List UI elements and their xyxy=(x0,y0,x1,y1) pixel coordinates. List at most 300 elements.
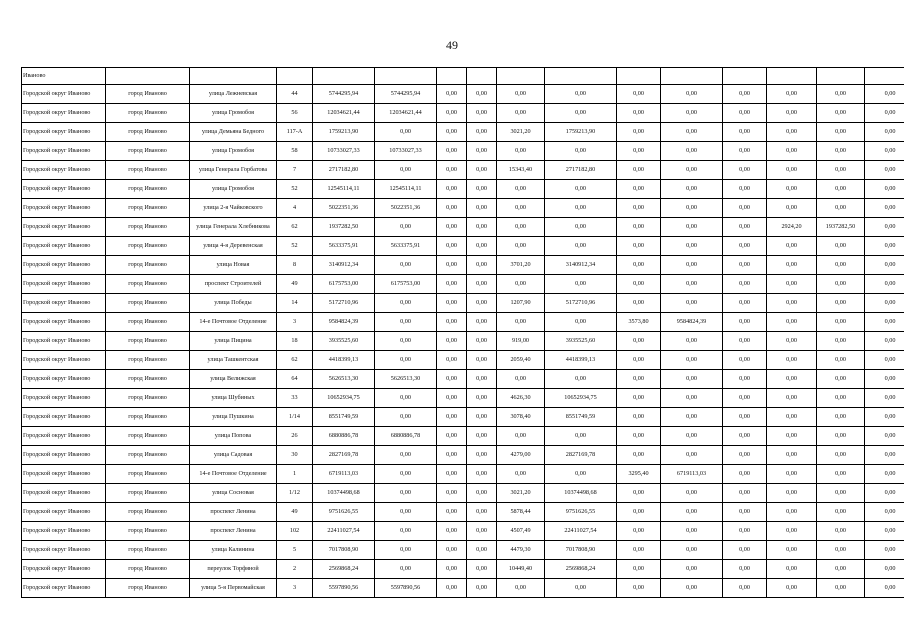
cell-cost-1: 5172710,96 xyxy=(545,294,617,313)
cell-volume-1: 3021,20 xyxy=(497,484,545,503)
cell-cost-2: 0,00 xyxy=(661,142,723,161)
cell-volume-2: 0,00 xyxy=(617,351,661,370)
cell-cost-c: 0,00 xyxy=(467,256,497,275)
cell-volume-3: 0,00 xyxy=(767,199,817,218)
cell-volume-1: 0,00 xyxy=(497,465,545,484)
cell-volume-2: 0,00 xyxy=(617,332,661,351)
cell-cost-e: 0,00 xyxy=(865,256,904,275)
cell-street: 14-е Почтовое Отделение xyxy=(190,465,277,484)
cell-street: улица Сосновая xyxy=(190,484,277,503)
cell-cost-2: 0,00 xyxy=(661,351,723,370)
cell-volume-3: 0,00 xyxy=(767,351,817,370)
cell-volume-1: 15343,40 xyxy=(497,161,545,180)
cell-cost-d: 0,00 xyxy=(723,351,767,370)
cell-cost-1 xyxy=(545,68,617,85)
cell-cost-2: 0,00 xyxy=(661,579,723,598)
cell-cost-d: 0,00 xyxy=(723,579,767,598)
cell-settlement: город Иваново xyxy=(106,522,190,541)
cell-street: улица Пицина xyxy=(190,332,277,351)
cell-house-number: 4 xyxy=(277,199,313,218)
cell-cost-1: 0,00 xyxy=(545,237,617,256)
cell-volume-2: 0,00 xyxy=(617,446,661,465)
cell-cost-e: 0,00 xyxy=(865,503,904,522)
cell-total-cost: 6719113,03 xyxy=(313,465,375,484)
cell-cost-3: 0,00 xyxy=(817,503,865,522)
cell-settlement: город Иваново xyxy=(106,465,190,484)
cell-cost-d: 0,00 xyxy=(723,313,767,332)
cell-cost-2: 0,00 xyxy=(661,237,723,256)
cell-cost-3: 0,00 xyxy=(817,408,865,427)
cell-cost-e: 0,00 xyxy=(865,294,904,313)
cell-cost-2: 0,00 xyxy=(661,104,723,123)
cell-street: улица Генерала Горбатова xyxy=(190,161,277,180)
cell-total-cost: 5626513,30 xyxy=(313,370,375,389)
cell-cost-2: 0,00 xyxy=(661,560,723,579)
cell-volume-3: 0,00 xyxy=(767,579,817,598)
cell-volume-1: 4279,00 xyxy=(497,446,545,465)
cell-cost-1: 9751626,55 xyxy=(545,503,617,522)
table-row xyxy=(22,522,904,541)
cell-street xyxy=(190,68,277,85)
cell-total-cost: 9751626,55 xyxy=(313,503,375,522)
cell-volume-2: 0,00 xyxy=(617,104,661,123)
cell-cost-a: 0,00 xyxy=(375,161,437,180)
cell-volume-1: 3701,20 xyxy=(497,256,545,275)
cell-house-number: 26 xyxy=(277,427,313,446)
cell-cost-d: 0,00 xyxy=(723,294,767,313)
cell-volume-2: 0,00 xyxy=(617,522,661,541)
cell-cost-d: 0,00 xyxy=(723,560,767,579)
cell-volume-1: 0,00 xyxy=(497,142,545,161)
cell-house-number: 33 xyxy=(277,389,313,408)
cell-cost-e: 0,00 xyxy=(865,85,904,104)
cell-total-cost: 1759213,90 xyxy=(313,123,375,142)
cell-volume-3: 0,00 xyxy=(767,104,817,123)
cell-cost-d: 0,00 xyxy=(723,503,767,522)
cell-house-number: 1 xyxy=(277,465,313,484)
cell-volume-3: 0,00 xyxy=(767,142,817,161)
cell-street: улица Шубиных xyxy=(190,389,277,408)
cell-cost-3: 0,00 xyxy=(817,484,865,503)
cell-cost-c: 0,00 xyxy=(467,465,497,484)
cell-settlement: город Иваново xyxy=(106,560,190,579)
cell-volume-2: 0,00 xyxy=(617,541,661,560)
cell-house-number xyxy=(277,68,313,85)
table-row xyxy=(22,370,904,389)
cell-cost-3: 0,00 xyxy=(817,351,865,370)
cell-cost-1: 7017808,90 xyxy=(545,541,617,560)
cell-cost-a: 0,00 xyxy=(375,294,437,313)
cell-volume-3: 0,00 xyxy=(767,522,817,541)
cell-cost-c: 0,00 xyxy=(467,294,497,313)
cell-cost-b xyxy=(437,68,467,85)
cell-volume-3: 0,00 xyxy=(767,503,817,522)
cell-cost-a: 5626513,30 xyxy=(375,370,437,389)
cell-total-cost: 5597890,56 xyxy=(313,579,375,598)
cell-volume-3: 0,00 xyxy=(767,161,817,180)
cell-street: проспект Ленина xyxy=(190,503,277,522)
cell-cost-c: 0,00 xyxy=(467,370,497,389)
cell-settlement: город Иваново xyxy=(106,123,190,142)
table-row xyxy=(22,465,904,484)
cell-municipality: Городской округ Иваново xyxy=(22,389,106,408)
cell-cost-a: 0,00 xyxy=(375,465,437,484)
cell-street: улица Попова xyxy=(190,427,277,446)
cell-house-number: 2 xyxy=(277,560,313,579)
cell-cost-d: 0,00 xyxy=(723,275,767,294)
cell-total-cost: 22411027,54 xyxy=(313,522,375,541)
cell-house-number: 3 xyxy=(277,579,313,598)
cell-cost-d: 0,00 xyxy=(723,389,767,408)
cell-cost-1: 0,00 xyxy=(545,275,617,294)
cell-cost-1: 0,00 xyxy=(545,142,617,161)
cell-municipality: Городской округ Иваново xyxy=(22,522,106,541)
table-row xyxy=(22,351,904,370)
cell-volume-3: 0,00 xyxy=(767,541,817,560)
cell-cost-e: 0,00 xyxy=(865,484,904,503)
cell-cost-3: 0,00 xyxy=(817,522,865,541)
cell-volume-2: 3295,40 xyxy=(617,465,661,484)
cell-municipality: Городской округ Иваново xyxy=(22,446,106,465)
cell-street: улица Громобоя xyxy=(190,142,277,161)
cell-total-cost: 2569868,24 xyxy=(313,560,375,579)
cell-cost-3: 0,00 xyxy=(817,579,865,598)
cell-cost-d: 0,00 xyxy=(723,465,767,484)
cell-cost-3: 0,00 xyxy=(817,85,865,104)
cell-cost-e: 0,00 xyxy=(865,427,904,446)
cell-municipality: Городской округ Иваново xyxy=(22,427,106,446)
cell-cost-a: 0,00 xyxy=(375,446,437,465)
cell-cost-1: 10652934,75 xyxy=(545,389,617,408)
cell-volume-2: 0,00 xyxy=(617,218,661,237)
table-row xyxy=(22,294,904,313)
cell-volume-1: 4626,30 xyxy=(497,389,545,408)
cell-cost-1: 3935525,60 xyxy=(545,332,617,351)
cell-cost-c: 0,00 xyxy=(467,427,497,446)
cell-cost-2: 0,00 xyxy=(661,123,723,142)
cell-cost-1: 4418399,13 xyxy=(545,351,617,370)
cell-cost-c: 0,00 xyxy=(467,503,497,522)
cell-cost-a: 0,00 xyxy=(375,522,437,541)
cell-cost-e: 0,00 xyxy=(865,313,904,332)
cell-volume-3: 0,00 xyxy=(767,294,817,313)
cell-cost-1: 8551749,59 xyxy=(545,408,617,427)
cell-street: проспект Строителей xyxy=(190,275,277,294)
cell-cost-b: 0,00 xyxy=(437,104,467,123)
cell-total-cost: 5022351,36 xyxy=(313,199,375,218)
cell-house-number: 14 xyxy=(277,294,313,313)
cell-volume-2: 0,00 xyxy=(617,503,661,522)
cell-cost-c: 0,00 xyxy=(467,351,497,370)
cell-cost-a: 5597890,56 xyxy=(375,579,437,598)
cell-volume-1: 0,00 xyxy=(497,275,545,294)
cell-settlement: город Иваново xyxy=(106,294,190,313)
cell-cost-1: 22411027,54 xyxy=(545,522,617,541)
cell-cost-d: 0,00 xyxy=(723,104,767,123)
cell-cost-d: 0,00 xyxy=(723,85,767,104)
cell-volume-1: 3078,40 xyxy=(497,408,545,427)
cell-volume-3: 0,00 xyxy=(767,275,817,294)
cell-cost-a: 5633375,91 xyxy=(375,237,437,256)
cell-house-number: 8 xyxy=(277,256,313,275)
cell-volume-3: 0,00 xyxy=(767,427,817,446)
cell-volume-2: 0,00 xyxy=(617,427,661,446)
cell-cost-d xyxy=(723,68,767,85)
cell-cost-c: 0,00 xyxy=(467,389,497,408)
cell-cost-b: 0,00 xyxy=(437,180,467,199)
cell-cost-c: 0,00 xyxy=(467,180,497,199)
cell-street: улица Калинина xyxy=(190,541,277,560)
cell-volume-3: 0,00 xyxy=(767,313,817,332)
cell-street: 14-е Почтовое Отделение xyxy=(190,313,277,332)
table-row xyxy=(22,579,904,598)
cell-cost-3: 0,00 xyxy=(817,142,865,161)
table-row xyxy=(22,560,904,579)
cell-cost-b: 0,00 xyxy=(437,427,467,446)
cell-municipality: Городской округ Иваново xyxy=(22,465,106,484)
cell-volume-3: 0,00 xyxy=(767,256,817,275)
cell-settlement: город Иваново xyxy=(106,275,190,294)
cell-cost-e xyxy=(865,68,904,85)
cell-municipality: Городской округ Иваново xyxy=(22,351,106,370)
cell-cost-c: 0,00 xyxy=(467,123,497,142)
cell-cost-c: 0,00 xyxy=(467,408,497,427)
cell-street: улица Велижская xyxy=(190,370,277,389)
cell-street: улица 2-я Чайковского xyxy=(190,199,277,218)
cell-volume-1: 0,00 xyxy=(497,579,545,598)
cell-volume-2: 0,00 xyxy=(617,123,661,142)
table-row xyxy=(22,313,904,332)
cell-cost-1: 0,00 xyxy=(545,104,617,123)
cell-total-cost: 3140912,34 xyxy=(313,256,375,275)
cell-cost-b: 0,00 xyxy=(437,294,467,313)
cell-cost-d: 0,00 xyxy=(723,218,767,237)
table-row xyxy=(22,503,904,522)
cell-cost-d: 0,00 xyxy=(723,522,767,541)
cell-total-cost: 6880886,78 xyxy=(313,427,375,446)
cell-street: улица Громобоя xyxy=(190,104,277,123)
cell-cost-a: 0,00 xyxy=(375,484,437,503)
table-row xyxy=(22,389,904,408)
cell-volume-1: 0,00 xyxy=(497,237,545,256)
table-row xyxy=(22,275,904,294)
cell-settlement: город Иваново xyxy=(106,237,190,256)
repair-registry-table xyxy=(21,67,904,598)
cell-cost-3: 0,00 xyxy=(817,104,865,123)
cell-total-cost: 10652934,75 xyxy=(313,389,375,408)
cell-street: улица Новая xyxy=(190,256,277,275)
cell-cost-c: 0,00 xyxy=(467,522,497,541)
cell-house-number: 62 xyxy=(277,351,313,370)
cell-cost-1: 0,00 xyxy=(545,180,617,199)
cell-cost-2: 0,00 xyxy=(661,522,723,541)
cell-cost-c: 0,00 xyxy=(467,199,497,218)
cell-house-number: 1/12 xyxy=(277,484,313,503)
cell-cost-e: 0,00 xyxy=(865,142,904,161)
cell-street: проспект Ленина xyxy=(190,522,277,541)
cell-street: улица Садовая xyxy=(190,446,277,465)
cell-settlement: город Иваново xyxy=(106,427,190,446)
cell-cost-d: 0,00 xyxy=(723,446,767,465)
cell-total-cost: 12545114,11 xyxy=(313,180,375,199)
cell-cost-b: 0,00 xyxy=(437,256,467,275)
cell-cost-e: 0,00 xyxy=(865,237,904,256)
cell-cost-e: 0,00 xyxy=(865,161,904,180)
cell-settlement: город Иваново xyxy=(106,370,190,389)
table-row xyxy=(22,104,904,123)
cell-total-cost: 5172710,96 xyxy=(313,294,375,313)
cell-cost-d: 0,00 xyxy=(723,180,767,199)
cell-cost-b: 0,00 xyxy=(437,85,467,104)
cell-house-number: 18 xyxy=(277,332,313,351)
cell-cost-3: 0,00 xyxy=(817,275,865,294)
cell-cost-e: 0,00 xyxy=(865,104,904,123)
cell-cost-2: 0,00 xyxy=(661,370,723,389)
cell-settlement: город Иваново xyxy=(106,446,190,465)
cell-cost-2: 0,00 xyxy=(661,161,723,180)
cell-municipality: Иваново xyxy=(22,68,106,85)
cell-cost-c: 0,00 xyxy=(467,104,497,123)
cell-cost-b: 0,00 xyxy=(437,446,467,465)
cell-volume-1 xyxy=(497,68,545,85)
cell-cost-3: 0,00 xyxy=(817,465,865,484)
cell-cost-2: 6719113,03 xyxy=(661,465,723,484)
cell-cost-1: 0,00 xyxy=(545,313,617,332)
cell-cost-c: 0,00 xyxy=(467,484,497,503)
cell-street: улица Демьяна Бедного xyxy=(190,123,277,142)
cell-municipality: Городской округ Иваново xyxy=(22,560,106,579)
cell-cost-1: 10374498,68 xyxy=(545,484,617,503)
cell-house-number: 58 xyxy=(277,142,313,161)
cell-volume-1: 0,00 xyxy=(497,218,545,237)
cell-municipality: Городской округ Иваново xyxy=(22,218,106,237)
cell-cost-1: 0,00 xyxy=(545,579,617,598)
cell-house-number: 56 xyxy=(277,104,313,123)
cell-volume-1: 0,00 xyxy=(497,313,545,332)
cell-volume-3: 2924,20 xyxy=(767,218,817,237)
cell-cost-d: 0,00 xyxy=(723,408,767,427)
cell-volume-1: 1207,90 xyxy=(497,294,545,313)
cell-cost-b: 0,00 xyxy=(437,313,467,332)
cell-volume-2: 0,00 xyxy=(617,408,661,427)
cell-cost-a: 10733027,33 xyxy=(375,142,437,161)
cell-cost-2 xyxy=(661,68,723,85)
cell-volume-3: 0,00 xyxy=(767,332,817,351)
cell-house-number: 102 xyxy=(277,522,313,541)
cell-cost-e: 0,00 xyxy=(865,522,904,541)
cell-municipality: Городской округ Иваново xyxy=(22,579,106,598)
table-row xyxy=(22,427,904,446)
cell-cost-d: 0,00 xyxy=(723,256,767,275)
cell-municipality: Городской округ Иваново xyxy=(22,541,106,560)
cell-cost-e: 0,00 xyxy=(865,370,904,389)
cell-municipality: Городской округ Иваново xyxy=(22,123,106,142)
cell-settlement: город Иваново xyxy=(106,332,190,351)
cell-settlement: город Иваново xyxy=(106,313,190,332)
cell-total-cost: 6175753,00 xyxy=(313,275,375,294)
cell-cost-b: 0,00 xyxy=(437,522,467,541)
cell-cost-2: 0,00 xyxy=(661,294,723,313)
cell-volume-2: 0,00 xyxy=(617,389,661,408)
cell-cost-d: 0,00 xyxy=(723,484,767,503)
cell-cost-2: 0,00 xyxy=(661,85,723,104)
cell-volume-2: 0,00 xyxy=(617,256,661,275)
cell-cost-c: 0,00 xyxy=(467,560,497,579)
cell-cost-2: 0,00 xyxy=(661,446,723,465)
cell-cost-1: 0,00 xyxy=(545,370,617,389)
cell-cost-a: 6175753,00 xyxy=(375,275,437,294)
cell-cost-a: 0,00 xyxy=(375,560,437,579)
cell-cost-3: 0,00 xyxy=(817,199,865,218)
cell-volume-3: 0,00 xyxy=(767,560,817,579)
cell-settlement: город Иваново xyxy=(106,389,190,408)
cell-cost-c: 0,00 xyxy=(467,541,497,560)
cell-cost-d: 0,00 xyxy=(723,541,767,560)
cell-municipality: Городской округ Иваново xyxy=(22,408,106,427)
table-row xyxy=(22,541,904,560)
cell-settlement: город Иваново xyxy=(106,256,190,275)
cell-cost-d: 0,00 xyxy=(723,199,767,218)
cell-cost-c: 0,00 xyxy=(467,275,497,294)
cell-street: улица Лежневская xyxy=(190,85,277,104)
cell-cost-b: 0,00 xyxy=(437,123,467,142)
cell-house-number: 49 xyxy=(277,275,313,294)
cell-house-number: 30 xyxy=(277,446,313,465)
cell-cost-a: 0,00 xyxy=(375,218,437,237)
cell-street: улица Победы xyxy=(190,294,277,313)
cell-cost-3: 0,00 xyxy=(817,180,865,199)
cell-municipality: Городской округ Иваново xyxy=(22,370,106,389)
cell-cost-b: 0,00 xyxy=(437,484,467,503)
cell-cost-2: 0,00 xyxy=(661,199,723,218)
cell-total-cost: 5633375,91 xyxy=(313,237,375,256)
cell-volume-3: 0,00 xyxy=(767,85,817,104)
cell-cost-a xyxy=(375,68,437,85)
cell-volume-2: 3573,80 xyxy=(617,313,661,332)
cell-house-number: 49 xyxy=(277,503,313,522)
cell-settlement: город Иваново xyxy=(106,484,190,503)
cell-total-cost: 10733027,33 xyxy=(313,142,375,161)
cell-cost-d: 0,00 xyxy=(723,237,767,256)
table-row-continuation xyxy=(22,68,904,85)
table-row xyxy=(22,123,904,142)
cell-cost-a: 0,00 xyxy=(375,503,437,522)
cell-volume-2: 0,00 xyxy=(617,142,661,161)
cell-cost-1: 0,00 xyxy=(545,465,617,484)
cell-house-number: 117-А xyxy=(277,123,313,142)
cell-cost-1: 0,00 xyxy=(545,85,617,104)
cell-volume-2: 0,00 xyxy=(617,161,661,180)
cell-house-number: 44 xyxy=(277,85,313,104)
cell-total-cost xyxy=(313,68,375,85)
cell-cost-b: 0,00 xyxy=(437,218,467,237)
cell-cost-2: 0,00 xyxy=(661,275,723,294)
cell-cost-c: 0,00 xyxy=(467,161,497,180)
cell-cost-d: 0,00 xyxy=(723,332,767,351)
table-row xyxy=(22,199,904,218)
cell-volume-3: 0,00 xyxy=(767,408,817,427)
cell-cost-a: 5022351,36 xyxy=(375,199,437,218)
cell-cost-1: 3140912,34 xyxy=(545,256,617,275)
cell-volume-2 xyxy=(617,68,661,85)
cell-settlement: город Иваново xyxy=(106,351,190,370)
cell-cost-2: 0,00 xyxy=(661,484,723,503)
cell-cost-2: 9584824,39 xyxy=(661,313,723,332)
cell-total-cost: 8551749,59 xyxy=(313,408,375,427)
cell-volume-3 xyxy=(767,68,817,85)
cell-cost-1: 0,00 xyxy=(545,427,617,446)
cell-volume-1: 4507,49 xyxy=(497,522,545,541)
